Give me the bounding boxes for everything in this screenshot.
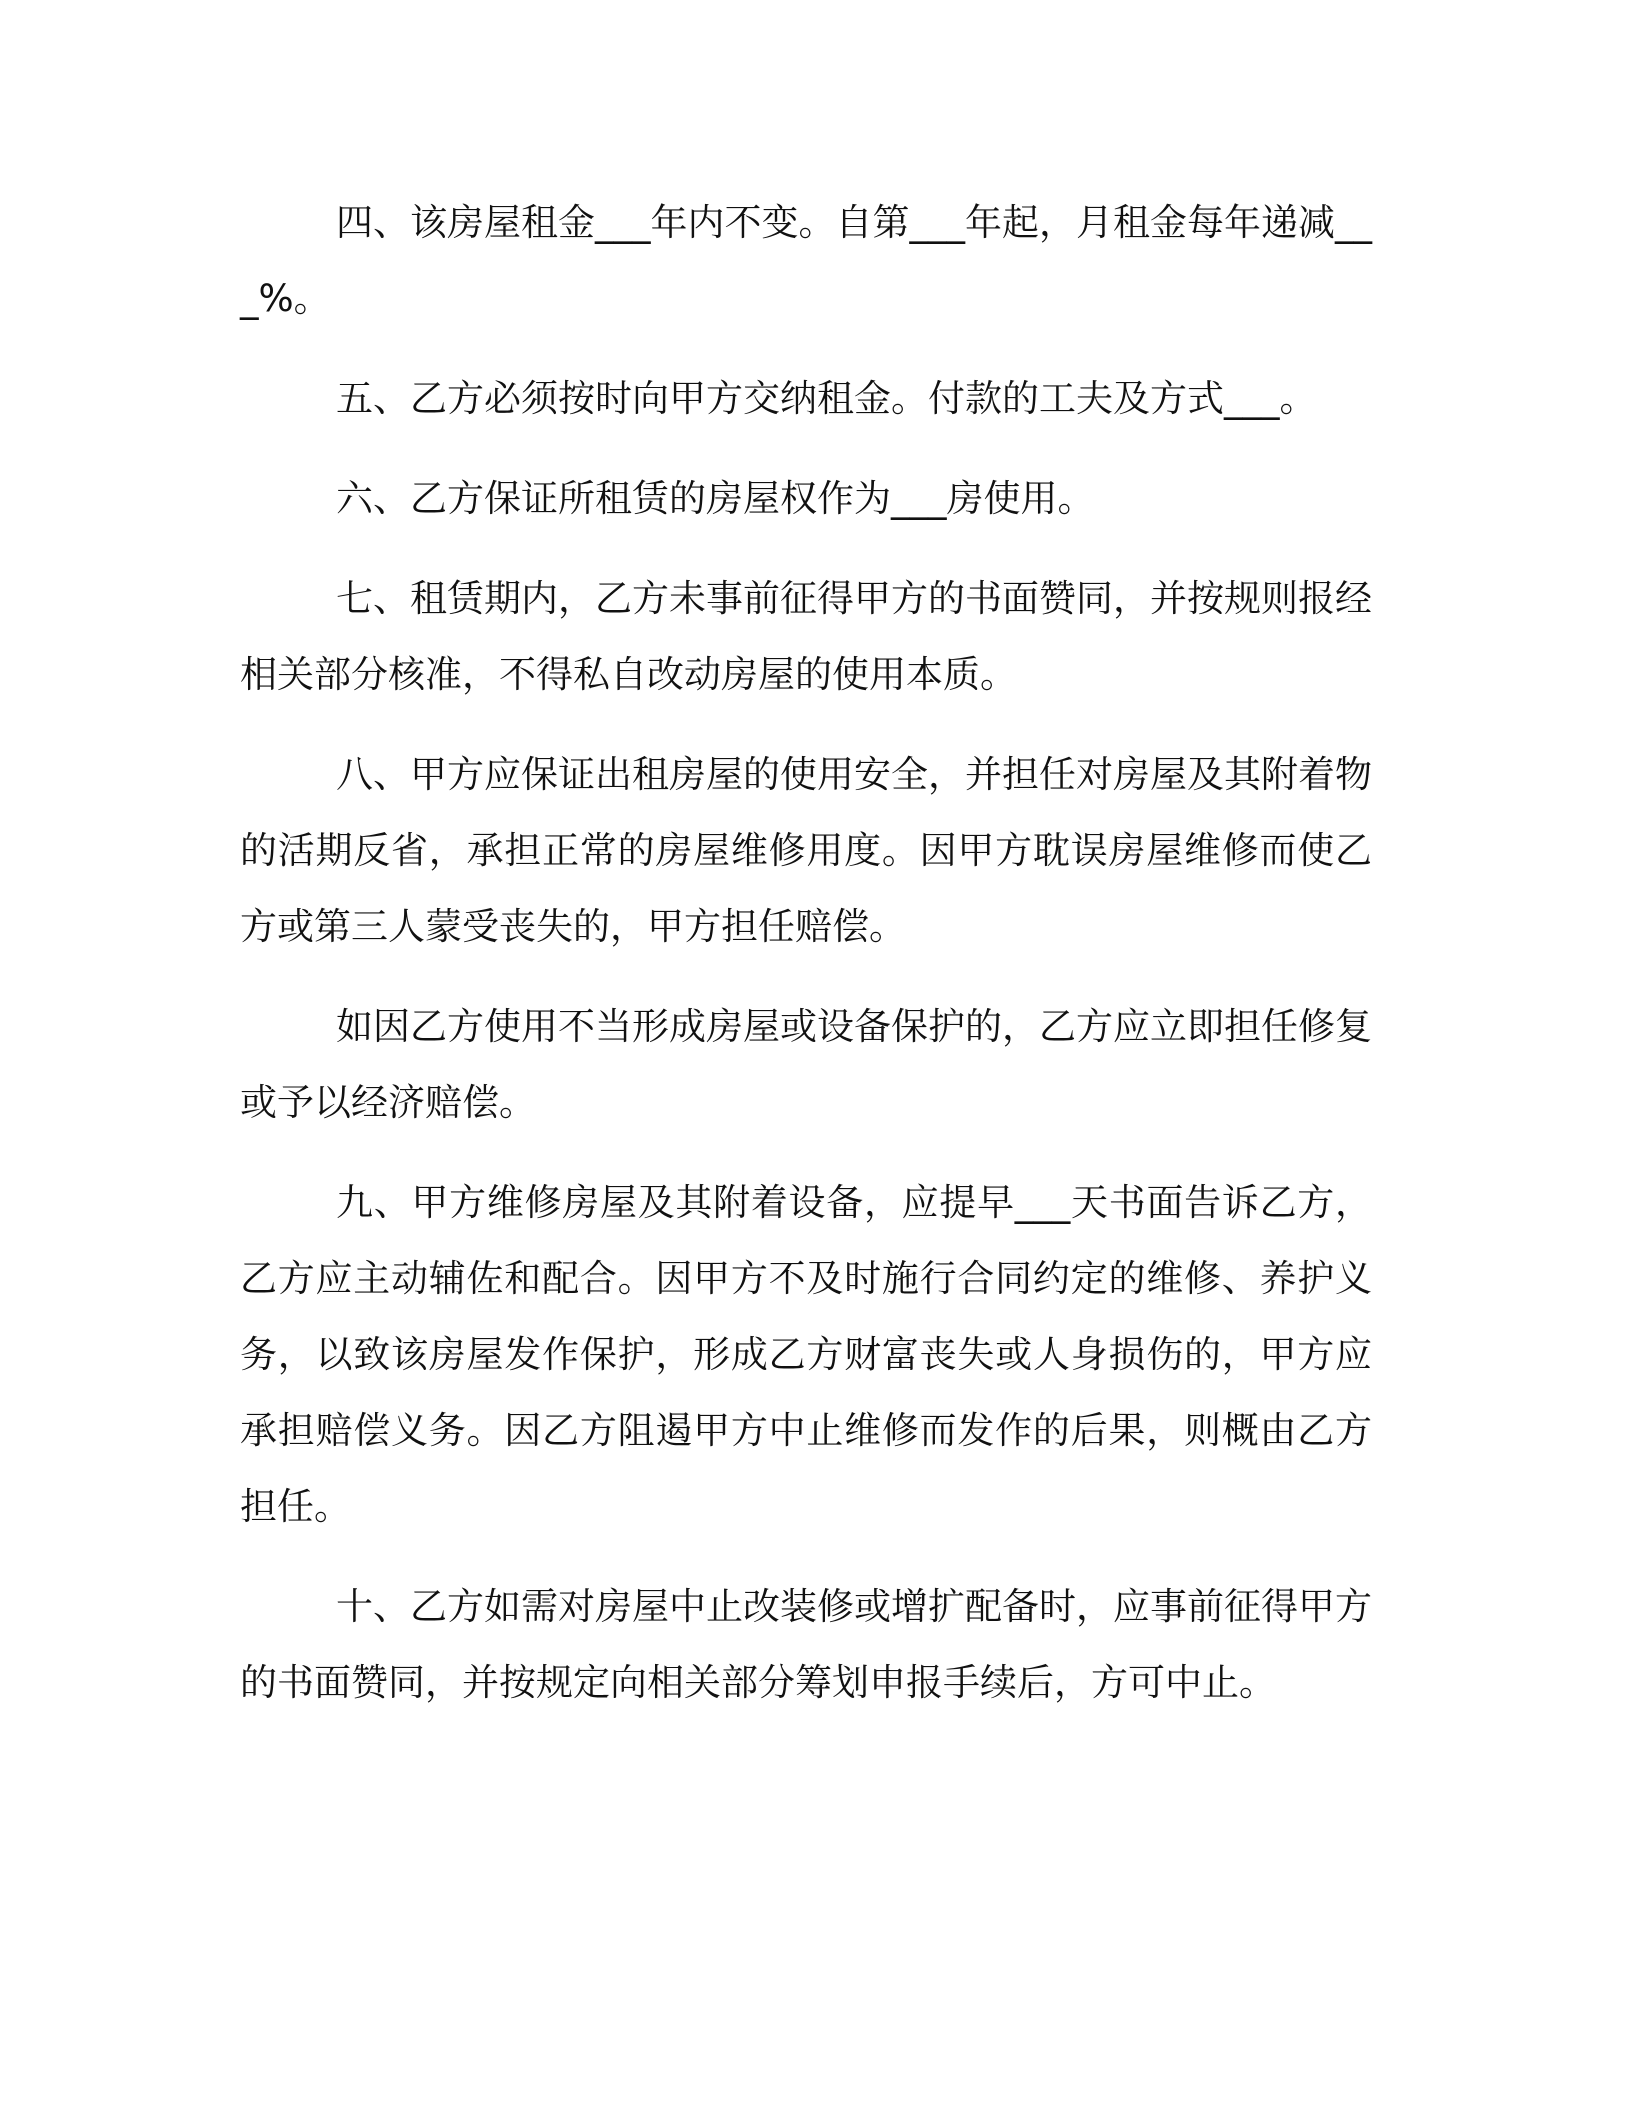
- clause-9-maintenance: 九、甲方维修房屋及其附着设备，应提早___天书面告诉乙方，乙方应主动辅佐和配合。因甲方不及时施行合同约定的维修、养护义务，以致该房屋发作保护，形成乙方财富丧失或人身损伤的，甲方应承担赔偿义务。因乙方阻遏甲方中止维修而发作的后果，则概由乙方担任。: [240, 1181, 1372, 1528]
- clause-5-payment: 五、乙方必须按时向甲方交纳租金。付款的工夫及方式___。: [336, 377, 1317, 420]
- document-body: [240, 185, 1372, 1745]
- clause-7-modification: 七、租赁期内，乙方未事前征得甲方的书面赞同，并按规则报经相关部分核准，不得私自改动房屋的使用本质。: [240, 577, 1372, 696]
- clause-8-safety: 八、甲方应保证出租房屋的使用安全，并担任对房屋及其附着物的活期反省，承担正常的房屋维修用度。因甲方耽误房屋维修而使乙方或第三人蒙受丧失的，甲方担任赔偿。: [240, 753, 1372, 948]
- clause-4-rent-terms: 四、该房屋租金___年内不变。自第___年起，月租金每年递减___%。: [240, 201, 1372, 320]
- clause-6-usage: 六、乙方保证所租赁的房屋权作为___房使用。: [336, 477, 1095, 520]
- clause-8-damage: 如因乙方使用不当形成房屋或设备保护的，乙方应立即担任修复或予以经济赔偿。: [240, 1005, 1372, 1124]
- clause-10-renovation: 十、乙方如需对房屋中止改装修或增扩配备时，应事前征得甲方的书面赞同，并按规定向相关部分筹划申报手续后，方可中止。: [240, 1585, 1372, 1704]
